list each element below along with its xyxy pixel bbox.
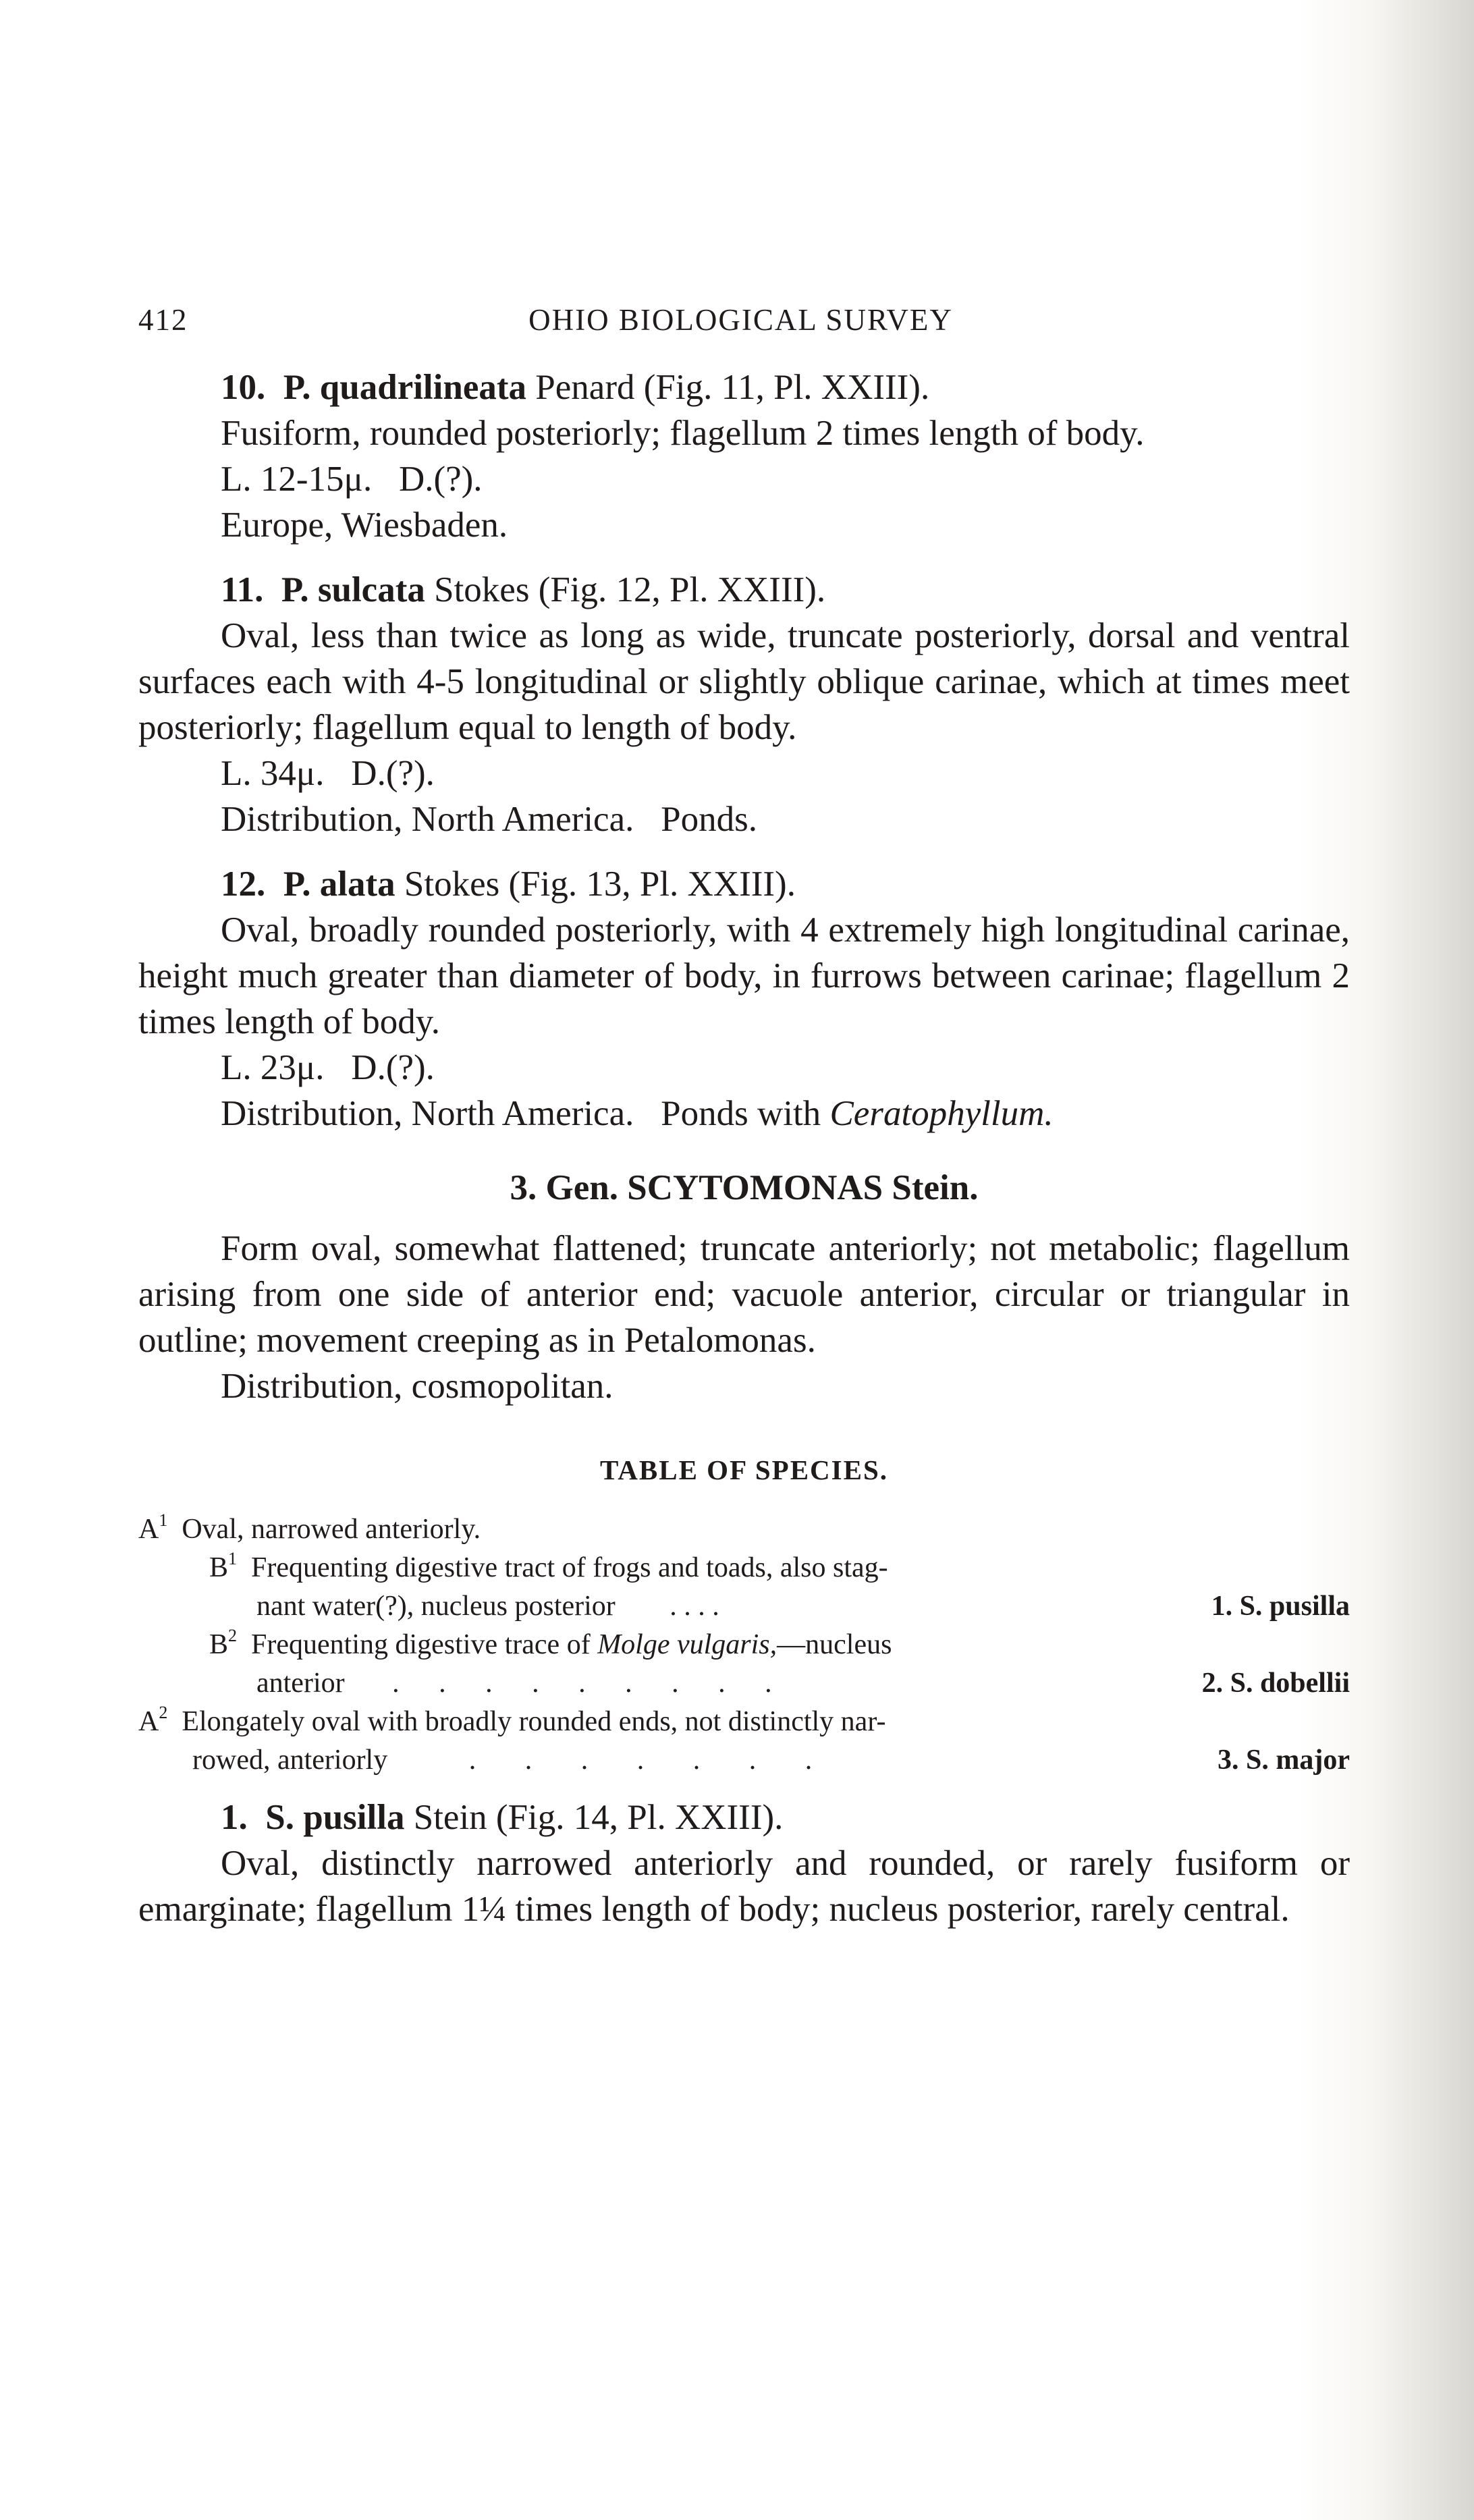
species-name: S. pusilla [265, 1798, 405, 1837]
key-text: anterior [256, 1668, 345, 1699]
page-body [138, 364, 1350, 1932]
key-mark: B [209, 1552, 229, 1583]
species-entry-11 [138, 567, 1350, 842]
key-text: Frequenting digestive tract of frogs and toads, also stag- [251, 1552, 888, 1583]
species-size: L. 34μ. D.(?). [221, 754, 435, 793]
species-heading [138, 567, 1350, 613]
genus-heading [138, 1165, 1350, 1211]
species-number: 10. [221, 368, 266, 407]
running-title: OHIO BIOLOGICAL SURVEY [528, 303, 953, 337]
species-description: Oval, broadly rounded posteriorly, with 4 extremely high longitudinal carinae, height much greater than diameter of body, in furrows between carinae; flagellum 2 times length of body. [138, 910, 1350, 1041]
species-authority: Penard (Fig. 11, Pl. XXIII). [526, 368, 930, 407]
key-line-a1 [138, 1510, 1350, 1549]
species-description: Fusiform, rounded posteriorly; flagellum 2 times length of body. [221, 414, 1145, 453]
genus-heading-text: 3. Gen. SCYTOMONAS Stein. [510, 1168, 979, 1207]
species-name: P. sulcata [281, 570, 425, 609]
species-entry-s-pusilla [138, 1795, 1350, 1932]
key-result: 2. S. dobellii [1201, 1668, 1350, 1699]
key-mark-index: 2 [228, 1626, 238, 1645]
species-description: Oval, distinctly narrowed anteriorly and rounded, or rarely fusiform or emarginate; flagellum 1¼ times length of body; nucleus posterior, rarely central. [138, 1844, 1350, 1929]
key-result: 1. S. pusilla [1211, 1591, 1350, 1622]
species-name: P. alata [283, 865, 395, 904]
distribution-habitat: Ceratophyllum. [829, 1094, 1054, 1133]
distribution-text: Distribution, North America. Ponds with [221, 1094, 830, 1133]
species-number: 1. [221, 1798, 248, 1837]
key-line-a2 [138, 1703, 1350, 1741]
key-line-b2 [138, 1626, 1350, 1664]
key-text: Oval, narrowed anteriorly. [182, 1514, 481, 1545]
genus-distribution: Distribution, cosmopolitan. [221, 1367, 613, 1406]
key-text-taxon: Molge vulgaris, [597, 1629, 777, 1660]
key-mark-index: 1 [159, 1510, 168, 1530]
species-number: 11. [221, 570, 264, 609]
species-authority: Stokes (Fig. 12, Pl. XXIII). [425, 570, 826, 609]
key-line-b2-cont [138, 1664, 1350, 1703]
species-name: P. quadrilineata [283, 368, 527, 407]
page-header [138, 302, 1343, 343]
key-mark: B [209, 1629, 229, 1660]
key-line-b1 [138, 1549, 1350, 1587]
key-leader-dots: . . . . [670, 1591, 719, 1622]
species-distribution: Distribution, North America. Ponds. [221, 800, 757, 839]
species-size: L. 23μ. D.(?). [221, 1048, 435, 1087]
key-line-b1-cont [138, 1587, 1350, 1626]
key-text: nant water(?), nucleus posterior [256, 1591, 616, 1622]
key-text: Frequenting digestive trace of [251, 1629, 598, 1660]
species-distribution [138, 1091, 1350, 1136]
species-description: Oval, less than twice as long as wide, truncate posteriorly, dorsal and ventral surfaces each with 4-5 longitudinal or slightly oblique carinae, which at times meet posteriorly; flagellum equal to length of body. [138, 616, 1350, 747]
key-mark-index: 2 [159, 1703, 168, 1722]
species-heading [138, 861, 1350, 907]
key-leader-dots: . . . . . . . . . [392, 1668, 772, 1699]
species-authority: Stein (Fig. 14, Pl. XXIII). [404, 1798, 784, 1837]
genus-description: Form oval, somewhat flattened; truncate anteriorly; not metabolic; flagellum arising from one side of anterior end; vacuole anterior, circular or triangular in outline; movement creeping as in Petalomonas. [138, 1229, 1350, 1360]
species-number: 12. [221, 865, 266, 904]
key-line-a2-cont [138, 1741, 1350, 1780]
species-key-title: TABLE OF SPECIES. [599, 1454, 889, 1485]
species-distribution: Europe, Wiesbaden. [221, 505, 508, 545]
species-size: L. 12-15μ. D.(?). [221, 460, 483, 499]
page-number: 412 [138, 303, 188, 337]
key-mark-index: 1 [228, 1549, 238, 1568]
key-mark: A [138, 1706, 159, 1737]
key-leader-dots: . . . . . . . [468, 1745, 813, 1776]
species-key [138, 1510, 1350, 1780]
key-text: rowed, anteriorly [192, 1745, 388, 1776]
species-entry-10 [138, 364, 1350, 548]
key-text: Elongately oval with broadly rounded ends, not distinctly nar- [182, 1706, 886, 1737]
key-result: 3. S. major [1218, 1745, 1350, 1776]
species-entry-12 [138, 861, 1350, 1136]
species-heading [138, 364, 1350, 410]
species-heading [138, 1795, 1350, 1840]
key-mark: A [138, 1514, 159, 1545]
key-text: —nucleus [777, 1629, 892, 1660]
species-authority: Stokes (Fig. 13, Pl. XXIII). [395, 865, 796, 904]
